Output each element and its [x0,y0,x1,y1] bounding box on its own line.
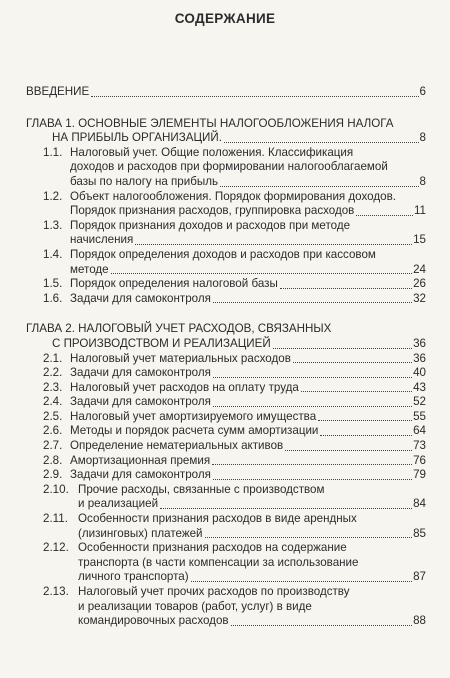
toc-section[interactable] [26,146,426,190]
section-text: Амортизационная премия [70,453,211,467]
toc-page-number: 36 [413,336,426,350]
section-text: Порядок признания расходов, группировка расходов [70,204,355,218]
toc-entry-intro[interactable] [26,85,426,100]
section-text: Особенности признания расходов в виде арендных [78,512,357,526]
section-number: 1.5. [43,277,63,291]
toc-section[interactable] [26,483,426,512]
section-number: 2.6. [43,424,63,438]
section-text: Определение нематериальных активов [70,439,284,453]
section-text: Особенности признания расходов на содержание [78,541,347,555]
chapter-heading[interactable] [26,322,426,351]
section-text: Налоговый учет амортизируемого имущества [70,409,317,423]
page-title: СОДЕРЖАНИЕ [174,11,276,26]
toc-page-number: 84 [413,497,426,511]
chapter-title-line: ГЛАВА 2. НАЛОГОВЫЙ УЧЕТ РАСХОДОВ, СВЯЗАННЫХ [26,322,332,336]
toc-page-number: 43 [413,380,426,394]
section-text: Налоговый учет прочих расходов по производству [78,585,350,598]
chapter-title-line: НА ПРИБЫЛЬ ОРГАНИЗАЦИЙ. [52,131,222,145]
toc-section[interactable] [26,468,426,483]
toc-section[interactable] [26,410,426,425]
section-number: 2.7. [43,439,63,453]
section-text: и реализации товаров (работ, услуг) в виде [78,599,312,613]
leader-dots [318,420,412,421]
toc-page-number: 11 [413,204,426,218]
toc-page-number: 40 [413,366,426,380]
chapter-title-line: ГЛАВА 1. ОСНОВНЫЕ ЭЛЕМЕНТЫ НАЛОГООБЛОЖЕНИЯ НАЛОГА [26,116,394,130]
toc-page-number: 55 [413,409,426,423]
section-number: 1.2. [43,189,63,203]
toc-section[interactable] [26,190,426,219]
toc-page-number: 76 [413,453,426,467]
section-text: Задачи для самоконтроля [70,291,211,305]
leader-dots [111,273,412,274]
leader-dots [205,537,413,538]
toc-page-number: 64 [413,424,426,438]
section-text: Порядок признания доходов и расходов при методе [70,218,351,232]
toc-page-number: 36 [413,351,426,365]
toc-page-number: 85 [413,526,426,540]
chapters-list [26,117,426,629]
leader-dots [224,142,419,143]
section-number: 2.3. [43,380,63,394]
toc-section[interactable] [26,366,426,381]
table-of-contents [26,85,426,645]
toc-section[interactable] [26,219,426,248]
toc-page-number: 15 [413,233,426,247]
leader-dots [231,625,413,626]
leader-dots [213,302,412,303]
toc-page-number: 87 [413,570,426,584]
section-number: 2.4. [43,395,63,409]
section-number: 2.10. [43,482,69,496]
section-text: базы по налогу на прибыль [70,174,219,188]
section-text: Порядок определения доходов и расходов при кассовом [70,247,376,261]
section-number: 1.1. [43,145,63,159]
section-text: начисления [70,233,134,247]
section-text: Объект налогообложения. Порядок формирования доходов. [70,189,396,203]
toc-page-number: 8 [419,174,426,188]
leader-dots [320,435,412,436]
toc-section[interactable] [26,277,426,292]
toc-page-number: 32 [413,291,426,305]
section-number: 2.12. [43,541,69,555]
toc-page-number: 79 [413,468,426,482]
toc-section[interactable] [26,352,426,367]
chapter-block [26,117,426,307]
leader-dots [213,479,412,480]
section-text: методе [70,262,109,276]
section-text: (лизинговых) платежей [78,526,203,540]
toc-page-number: 24 [413,262,426,276]
leader-dots [135,244,412,245]
leader-dots [91,96,418,97]
toc-section[interactable] [26,541,426,585]
section-text: Порядок определения налоговой базы [70,277,278,291]
toc-section[interactable] [26,248,426,277]
section-number: 2.8. [43,453,63,467]
section-text: Налоговый учет материальных расходов [70,351,291,365]
section-number: 1.3. [43,218,63,232]
section-number: 1.6. [43,291,63,305]
leader-dots [191,581,413,582]
section-number: 2.11. [43,512,68,526]
leader-dots [285,450,412,451]
toc-page-number: 52 [413,395,426,409]
section-number: 2.1. [43,351,63,365]
toc-section[interactable] [26,585,426,629]
chapter-title-line: С ПРОИЗВОДСТВОМ И РЕАЛИЗАЦИЕЙ [52,336,271,350]
section-text: транспорта (в части компенсации за использование [78,555,359,569]
leader-dots [293,362,412,363]
toc-section[interactable] [26,454,426,469]
leader-dots [212,464,412,465]
leader-dots [213,377,412,378]
leader-dots [220,186,419,187]
section-text: Налоговый учет. Общие положения. Классификация [70,145,354,159]
section-number: 2.2. [43,366,63,380]
toc-section[interactable] [26,439,426,454]
section-number: 1.4. [43,247,63,261]
chapter-heading[interactable] [26,117,426,146]
toc-page-number: 6 [419,85,426,98]
section-number: 2.9. [43,468,63,482]
section-number: 2.5. [43,409,63,423]
toc-page-number: 88 [413,614,426,628]
toc-page-number: 26 [413,277,426,291]
section-text: личного транспорта) [78,570,189,584]
section-number: 2.13. [43,585,69,598]
toc-section[interactable] [26,424,426,439]
toc-section[interactable] [26,512,426,541]
toc-section[interactable] [26,292,426,307]
leader-dots [213,406,412,407]
section-text: командировочных расходов [78,614,229,628]
toc-entry-text: ВВЕДЕНИЕ [26,85,90,98]
section-text: Методы и порядок расчета сумм амортизации [70,424,319,438]
toc-section[interactable] [26,381,426,396]
leader-dots [160,508,412,509]
section-text: Налоговый учет расходов на оплату труда [70,380,299,394]
section-text: и реализацией [78,497,159,511]
leader-dots [356,215,413,216]
leader-dots [273,348,412,349]
toc-page-number: 8 [419,131,426,145]
toc-page-number: 73 [413,439,426,453]
section-text: Прочие расходы, связанные с производством [78,482,325,496]
section-text: Задачи для самоконтроля [70,366,211,380]
leader-dots [301,391,412,392]
chapter-block [26,322,426,628]
section-text: Задачи для самоконтроля [70,395,211,409]
toc-section[interactable] [26,395,426,410]
leader-dots [280,288,412,289]
section-text: доходов и расходов при формировании налогооблагаемой [70,160,388,174]
section-text: Задачи для самоконтроля [70,468,211,482]
